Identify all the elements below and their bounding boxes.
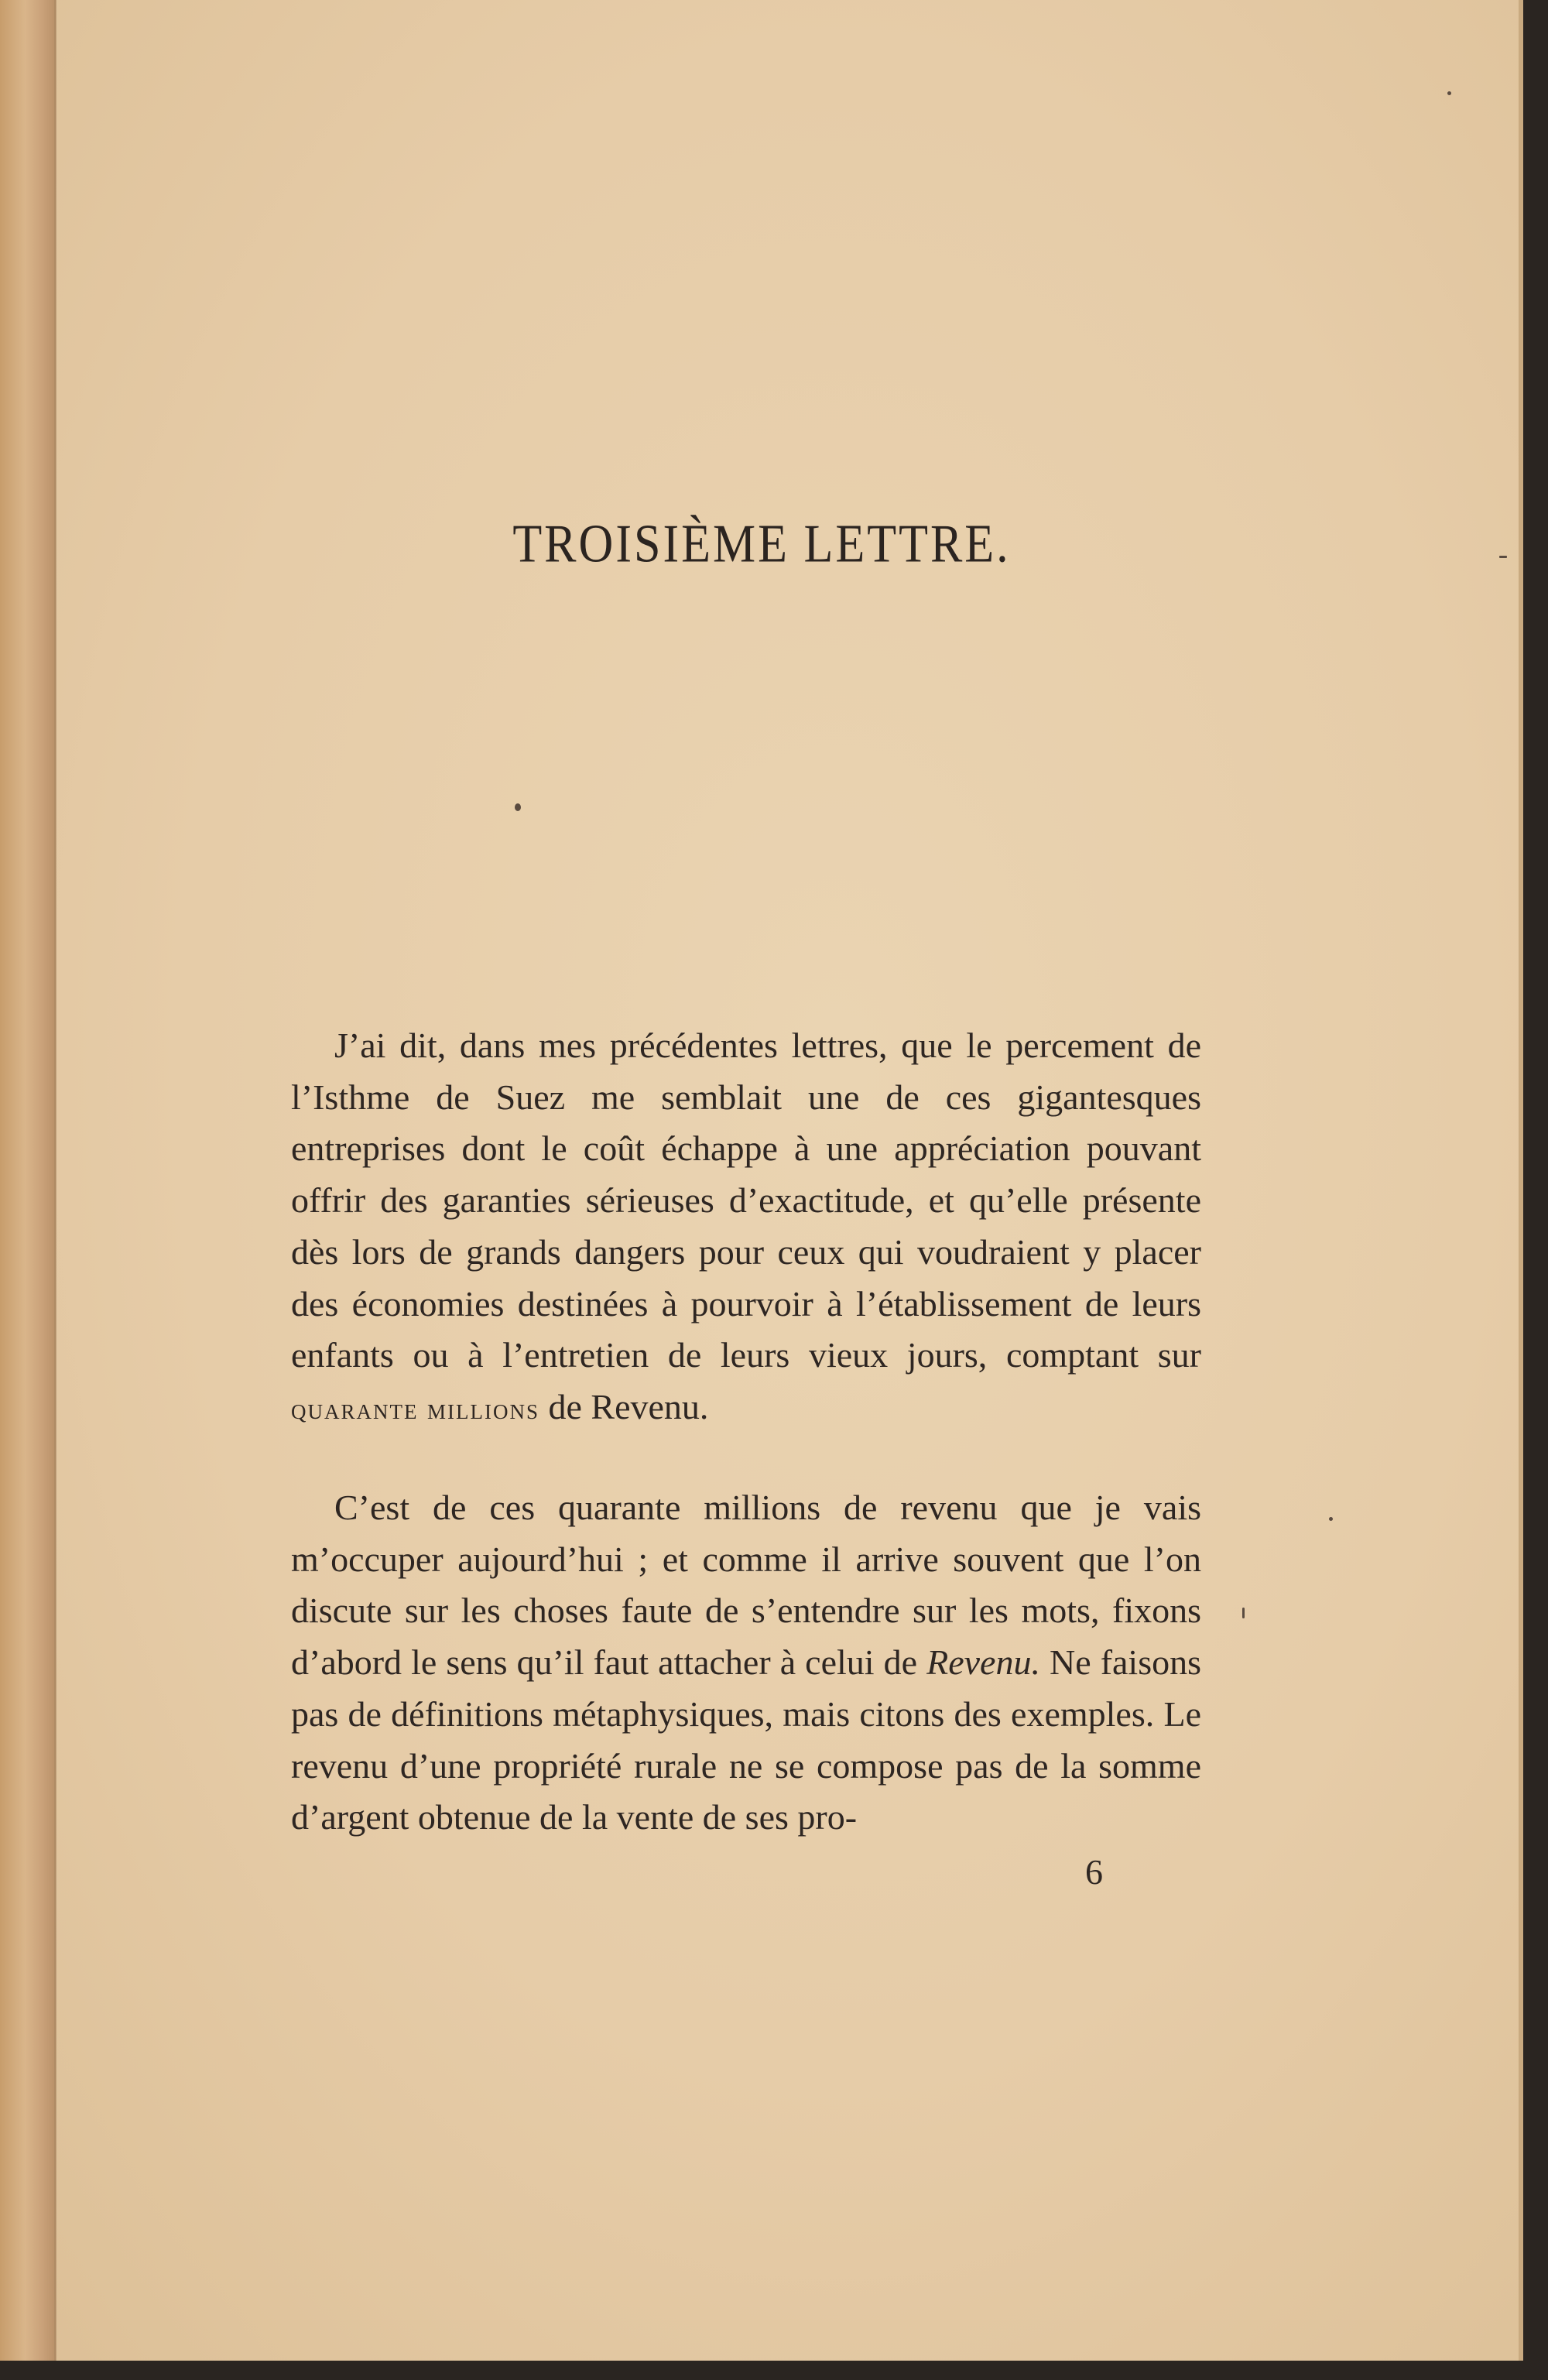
paragraph-1-text-end: de Revenu. (548, 1386, 709, 1426)
paper-speck (1242, 1608, 1245, 1618)
binding-crease (54, 0, 57, 2361)
paper-speck (1329, 1517, 1333, 1521)
paragraph-1-small-caps: quarante millions (291, 1392, 539, 1426)
chapter-heading: TROISIÈME LETTRE. (512, 514, 1011, 574)
paragraph-2-italic-word: Revenu. (926, 1642, 1040, 1683)
paragraph-2 (291, 1482, 1201, 1844)
paragraph-1 (291, 1020, 1201, 1436)
paragraph-2-text-end: Ne faisons pas de définitions métaphysiques, mais citons des exemples. Le revenu d’une propriété rurale ne se compose pas de la somme d’argent obtenue de la vente de ses pro- (291, 1642, 1202, 1837)
paper-speck (515, 803, 521, 811)
paper-speck (1447, 91, 1451, 95)
paragraph-1-text: J’ai dit, dans mes précédentes lettres, que le percement de l’Isthme de Suez me semblait une de ces gigantesques entreprises dont le coût échappe à une appréciation pouvant offrir des garanties sérieuses d’exactitude, et qu’elle présente dès lors de grands dangers pour ceux qui voudraient y placer des économies destinées à pourvoir à l’établissement de leurs enfants ou à l’entretien de leurs vieux jours, comptant sur (291, 1026, 1201, 1375)
page-binding-edge (0, 0, 56, 2361)
page-number: 6 (1085, 1852, 1103, 1892)
paragraph-2-text: C’est de ces quarante millions de revenu que je vais m’occuper aujourd’hui ; et comme il arrive souvent que l’on discute sur les choses faute de s’entendre sur les mots, fixons d’abord le sens qu’il faut attacher à celui de (291, 1488, 1201, 1683)
paper-speck (1499, 556, 1507, 558)
